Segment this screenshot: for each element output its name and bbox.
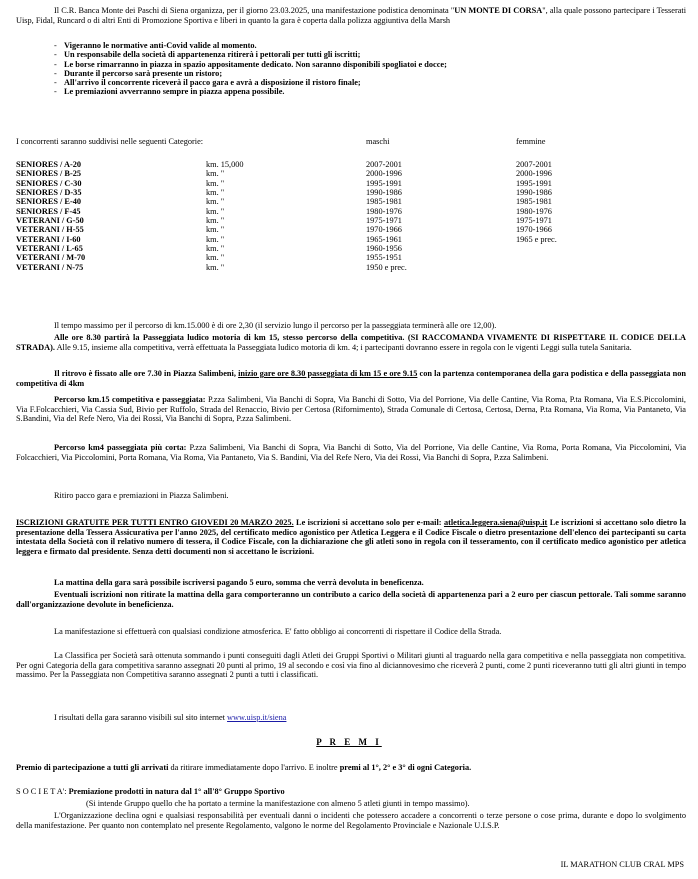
category-female-years: 1985-1981 [516, 197, 552, 207]
category-row [16, 244, 686, 253]
results-link[interactable]: www.uisp.it/siena [227, 713, 287, 722]
category-row [16, 179, 686, 188]
withdrawn-bibs [16, 590, 686, 609]
category-distance: km. " [206, 225, 225, 235]
morning-registration [16, 578, 686, 588]
ranking-paragraph [16, 651, 686, 680]
route-4km-text: P.zza Salimbeni, Via Banchi di Sopra, Via Banchi di Sotto, Via del Porrione, Via delle Cantine, Via Roma, Porta Romana, Via Piccolomini, Via Folcacchieri, Via Piccolomini, Porta Romana, Via Roma, Via Pantaneto, Via S. Bandini, Via del Refe Nero, Via dei Rossi, Via Banchi di Sopra, P.zza Salimbeni. [16, 443, 686, 462]
category-female-years: 1975-1971 [516, 216, 552, 226]
max-time-text: Il tempo massimo per il percorso di km.15.000 è di ore 2,30 (il servizio lungo il percorso per la passeggiata terminerà alle ore 12,00). [54, 321, 497, 330]
category-name: VETERANI / L-65 [16, 244, 83, 254]
registration-email-intro: Le iscrizioni si accettano solo per e-mail: [293, 518, 444, 527]
society-label: S O C I E T A': [16, 787, 67, 796]
categories-header [16, 137, 686, 147]
registration-paragraph [16, 518, 686, 556]
category-distance: km. " [206, 206, 225, 216]
category-name: SENIORES / F-45 [16, 206, 81, 216]
pickup-text: Ritiro pacco gara e premiazioni in Piazza Salimbeni. [54, 491, 229, 500]
rule-text: Vigeranno le normative anti-Covid valide al momento. [64, 41, 257, 50]
route-15km-title: Percorso km.15 competitiva e passeggiata: [54, 395, 206, 404]
registration-body: Le iscrizioni si accettano solo dietro la presentazione della Tessera Assicurativa per l'anno 2025, del certificato medico agonistico per Atletica Leggera e il Codice Fiscale o dietro presentazione dell'elenco dei partecipanti su carta intestata della Società con il relativo numero di tessera, il Codice Fiscale, con la dichiarazione che gli atleti sono in regola con il tesseramento, con il certificato medico agonistico per atletica leggera e firmato dal presidente. Senza detti documenti non si accettano le iscrizioni. [16, 518, 686, 556]
male-column-header: maschi [366, 137, 390, 146]
category-distance: km. " [206, 262, 225, 272]
max-time-paragraph [16, 321, 686, 331]
rule-text: Durante il percorso sarà presente un ristoro; [64, 68, 223, 78]
disclaimer-paragraph [16, 811, 686, 830]
category-row [16, 263, 686, 272]
category-female-years: 1990-1986 [516, 188, 552, 198]
categories-table [16, 160, 686, 272]
category-name: SENIORES / D-35 [16, 188, 82, 198]
prizes-title: P R E M I [316, 737, 382, 747]
category-male-years: 1950 e prec. [366, 262, 407, 272]
results-text: I risultati della gara saranno visibili sul sito internet [54, 713, 228, 722]
categories-label: I concorrenti saranno suddivisi nelle seguenti Categorie: [16, 137, 204, 146]
category-female-years: 2007-2001 [516, 160, 552, 169]
weather-paragraph [16, 627, 686, 637]
disclaimer-text: L'Organizzazione declina ogni e qualsiasi responsabilità per eventuali danni o incidenti che potessero accadere a concorrenti o terze persone o cose prima, durante e dopo lo svolgimento della manifestazione. Per quanto non contemplato nel presente Regolamento, valgono le norme del Regolamento Provinciale e Nazionale U.I.S.P. [16, 811, 686, 830]
pickup-paragraph [16, 491, 686, 501]
category-row [16, 253, 686, 262]
prizes-line-b: da ritirare immediatamente dopo l'arrivo. E inoltre [168, 763, 340, 772]
ranking-text: La Classifica per Società sarà ottenuta sommando i punti conseguiti dagli Atleti dei Gruppi Sportivi o Militari giunti al traguardo nella gara competitiva e nella passeggiata non competitiva. Per ogni Categoria della gara competitiva saranno assegnati 20 punti al primo, 19 al secondo e così via fino al diciannovesimo che riceverà 2 punti, come 2 punti riceveranno tutti gli altri giunti in tempo massimo. Per la Passeggiata non Competitiva saranno assegnati 2 punti a tutti i classificati. [16, 651, 687, 679]
event-name: UN MONTE DI CORSA [454, 6, 543, 15]
category-distance: km. " [206, 197, 225, 207]
rule-text: Le premiazioni avverranno sempre in piazza appena possibile. [64, 87, 285, 97]
prizes-line-c: premi al 1°, 2° e 3° di ogni Categoria. [339, 763, 472, 772]
category-distance: km. " [206, 188, 225, 198]
signature: IL MARATHON CLUB CRAL MPS [560, 860, 684, 869]
category-row [16, 207, 686, 216]
category-name: VETERANI / N-75 [16, 262, 84, 272]
society-note-text: (Si intende Gruppo quello che ha portato a termine la manifestazione con almeno 5 atleti giunti in tempo massimo). [86, 799, 470, 808]
registration-email-link[interactable]: atletica.leggera.siena@uisp.it [443, 518, 548, 527]
category-male-years: 1980-1976 [366, 206, 402, 216]
category-female-years: 1995-1991 [516, 178, 552, 188]
category-distance: km. " [206, 234, 225, 244]
category-name: SENIORES / A-20 [16, 160, 82, 169]
category-row [16, 235, 686, 244]
intro-paragraph [16, 6, 686, 25]
meeting-text-a: Il ritrovo è fissato alle ore 7.30 in Piazza Salimbeni, [54, 369, 239, 378]
category-name: SENIORES / C-30 [16, 178, 82, 188]
category-name: VETERANI / I-60 [16, 234, 81, 244]
prizes-line-a: Premio di partecipazione a tutti gli arrivati [16, 763, 169, 772]
rule-item: - Un responsabile della società di appartenenza ritirerà i pettorali per tutti gli iscritti; [54, 50, 361, 60]
category-name: SENIORES / B-25 [16, 169, 82, 179]
prizes-society [16, 787, 686, 797]
category-name: VETERANI / M-70 [16, 253, 86, 263]
category-male-years: 2000-1996 [366, 169, 402, 179]
category-male-years: 1965-1961 [366, 234, 402, 244]
category-distance: km. " [206, 253, 225, 263]
rule-item: - All'arrivo il concorrente riceverà il pacco gara e avrà a disposizione il ristoro finale; [54, 78, 361, 88]
category-row [16, 225, 686, 234]
category-distance: km. 15,000 [206, 160, 244, 169]
category-distance: km. " [206, 169, 225, 179]
meeting-paragraph [16, 369, 686, 388]
intro-text-2: ", alla quale possono partecipare i Tesserati Uisp, Fidal, Runcard o di altri Enti di Promozione Sportiva e liberi in quanto la gara è coperta dalla polizza aggiuntiva della Marsh [16, 6, 686, 25]
start-bold-text: Alle ore 8.30 partirà la Passeggiata ludico motoria di km 15, stesso percorso della competitiva. (SI RACCOMANDA VIVAMENTE DI RISPETTARE IL CODICE DELLA STRADA). [16, 333, 686, 352]
category-row [16, 197, 686, 206]
rule-item: - Le borse rimarranno in piazza in spazio appositamente dedicato. Non saranno disponibili spogliatoi e docce; [54, 59, 447, 69]
start-rest-text: Alle 9.15, insieme alla competitiva, verrà effettuata la Passeggiata ludico motoria di km. 4; i partecipanti dovranno essere in regola con le vigenti Leggi sulla tutela Sanitaria. [54, 342, 632, 352]
category-male-years: 1995-1991 [366, 178, 402, 188]
meeting-text-underlined: inizio gare ore 8.30 passeggiata di km 15 e ore 9.15 [238, 369, 418, 378]
intro-text-1: Il C.R. Banca Monte dei Paschi di Siena organizza, per il giorno 23.03.2025, una manifestazione podistica denominata " [54, 6, 455, 15]
category-female-years: 1980-1976 [516, 206, 552, 216]
category-female-years: 2000-1996 [516, 169, 552, 179]
category-row [16, 216, 686, 225]
route-15km-text: P.zza Salimbeni, Via Banchi di Sopra, Via Banchi di Sotto, Via del Porrione, Via delle Cantine, Via Roma, P.ta Romana, Via E.S.Piccolomini, Via F.Folcacchieri, Via Cassia Sud, Bivio per Ruffolo, Strada del Renaccio, Bivio per Certosa (Rifornimento), Strada Comunale di Certosa, Certosa, Derna, P.ta Romana, Via Roma, Via Pantaneto, Via S.Bandini, Via del Refe Nero, Via dei Rossi, Via Banchi di Sopra, P.zza Salimbeni. [16, 395, 686, 423]
category-female-years: 1970-1966 [516, 225, 552, 235]
category-female-years: 1965 e prec. [516, 234, 557, 244]
route-4km-paragraph [16, 443, 686, 462]
rule-text: Le borse rimarranno in piazza in spazio appositamente dedicato. Non saranno disponibili spogliatoi e docce; [64, 59, 447, 69]
rule-text: Un responsabile della società di appartenenza ritirerà i pettorali per tutti gli iscritti; [64, 50, 361, 60]
route-15km-paragraph [16, 395, 686, 424]
category-row [16, 169, 686, 178]
category-male-years: 2007-2001 [366, 160, 402, 169]
category-name: VETERANI / H-55 [16, 225, 84, 235]
category-row [16, 160, 686, 169]
rule-item: - Vigeranno le normative anti-Covid valide al momento. [54, 41, 257, 50]
results-paragraph [16, 713, 686, 723]
rule-item: - Le premiazioni avverranno sempre in piazza appena possibile. [54, 87, 285, 97]
prizes-participation [16, 763, 686, 773]
rule-item: - Durante il percorso sarà presente un ristoro; [54, 68, 223, 78]
category-distance: km. " [206, 244, 225, 254]
withdrawn-bibs-text: Eventuali iscrizioni non ritirate la mattina della gara comporteranno un contributo a carico della società di appartenenza pari a 2 euro per ciascun pettorale. Tali somme saranno dall'organizzazione devolute in beneficienza. [16, 590, 686, 609]
category-male-years: 1990-1986 [366, 188, 402, 198]
category-name: SENIORES / E-40 [16, 197, 82, 207]
society-prize: Premiazione prodotti in natura dal 1° all'8° Gruppo Sportivo [66, 787, 285, 796]
meeting-text-b: con la partenza contemporanea della gara podistica e della passeggiata non competitiva di 4km [16, 369, 686, 388]
society-note [86, 799, 686, 809]
category-male-years: 1960-1956 [366, 244, 402, 254]
category-distance: km. " [206, 216, 225, 226]
category-male-years: 1975-1971 [366, 216, 402, 226]
category-row [16, 188, 686, 197]
category-male-years: 1955-1951 [366, 253, 402, 263]
route-4km-title: Percorso km4 passeggiata più corta: [54, 443, 187, 452]
category-distance: km. " [206, 178, 225, 188]
registration-headline: ISCRIZIONI GRATUITE PER TUTTI ENTRO GIOVEDI 20 MARZO 2025. [16, 518, 294, 527]
weather-text: La manifestazione si effettuerà con qualsiasi condizione atmosferica. E' fatto obbligo ai concorrenti di rispettare il Codice della Strada. [54, 627, 502, 636]
category-male-years: 1970-1966 [366, 225, 402, 235]
start-paragraph [16, 333, 686, 352]
category-male-years: 1985-1981 [366, 197, 402, 207]
rules-list [54, 41, 684, 97]
morning-registration-text: La mattina della gara sarà possibile iscriversi pagando 5 euro, somma che verrà devoluta in beneficenza. [54, 578, 424, 587]
female-column-header: femmine [516, 137, 546, 146]
rule-text: All'arrivo il concorrente riceverà il pacco gara e avrà a disposizione il ristoro finale; [64, 78, 361, 88]
category-name: VETERANI / G-50 [16, 216, 84, 226]
